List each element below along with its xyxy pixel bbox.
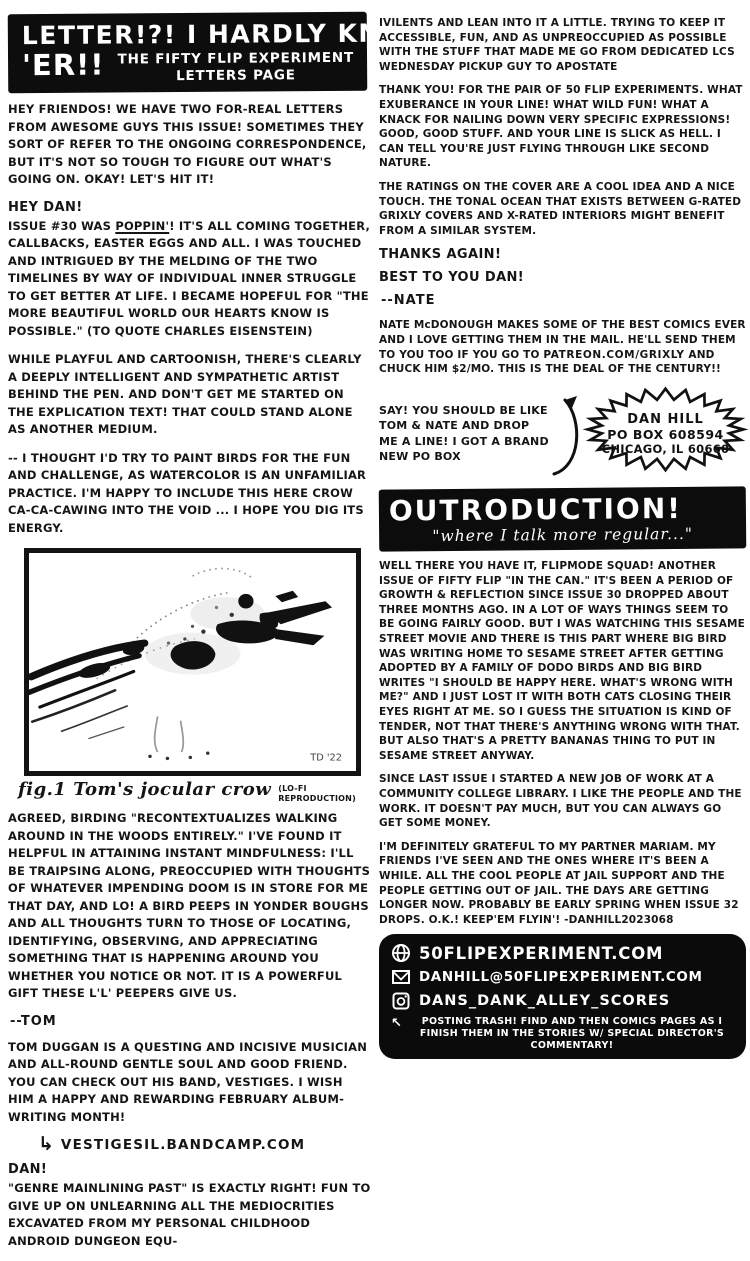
email-row [391, 968, 738, 986]
banner-subtitle: THE FIFTY FLIP EXPERIMENT LETTERS PAGE [117, 50, 355, 85]
contact-box [379, 934, 746, 1059]
letter1-signature: --TOM [10, 1013, 57, 1029]
bandcamp-row [38, 1135, 371, 1154]
address-city: CHICAGO, IL 60660 [601, 441, 730, 456]
nate-bio-paragraph: NATE McDONOUGH MAKES SOME OF THE BEST COMICS EVER AND I LOVE GETTING THEM IN THE MAIL. HE'LL SEND THEM TO YOU TOO IF YOU GO TO PATREON.COM/GRIXLY AND CHUCK HIM $2/MO. THIS IS THE DEAL OF THE CENTURY!! [379, 319, 746, 376]
bandcamp-link[interactable]: VESTIGESIL.BANDCAMP.COM [60, 1136, 306, 1153]
crow-illustration [29, 553, 356, 771]
letter2-thanks: THANKS AGAIN! [379, 247, 502, 263]
letter2-paragraph-1-continued: IVILENTS AND LEAN INTO IT A LITTLE. TRYING TO KEEP IT ACCESSIBLE, FUN, AND AS UNPREOCCUPIED AS POSSIBLE WITH THE STUFF THAT MADE ME GO FROM DEDICATED LCS WEDNESDAY PICKUP GUY TO APOSTATE [379, 17, 735, 73]
letter2-paragraph-1-start: "GENRE MAINLINING PAST" IS EXACTLY RIGHT! FUN TO GIVE UP ON UNLEARNING ALL THE MEDIOCRITIES EXCAVATED FROM MY PERSONAL CHILDHOOD ANDROID DUNGEON EQU- [8, 1181, 371, 1248]
outro-paragraph-3: I'M DEFINITELY GRATEFUL TO MY PARTNER MARIAM. MY FRIENDS I'VE SEEN AND THE ONES WHERE IT'S BEEN A WHILE. ALL THE COOL PEOPLE AT JAIL SUPPORT AND THE PEOPLE GETTING OUT OF JAIL. THE DAYS ARE GETTING LONGER NOW. PROBABLY BE EARLY SPRING WHEN ISSUE 32 DROPS. O.K.! KEEP'EM FLYIN'! -DANHILL2023068 [379, 840, 739, 926]
letter1-paragraph-2: WHILE PLAYFUL AND CARTOONISH, THERE'S CLEARLY A DEEPLY INTELLIGENT AND SYMPATHETIC ARTIST BEHIND THE PEN. AND DON'T GET ME STARTED ON THE EXPLICATION TEXT! THAT COULD STAND ALONE AS ANOTHER MEDIUM. [8, 352, 362, 437]
letter2-best: BEST TO YOU DAN! [379, 270, 525, 286]
mailing-address [585, 386, 746, 482]
instagram-icon [391, 991, 411, 1011]
outroduction-title: OUTRODUCTION! [388, 491, 683, 528]
banner-title-line2: 'ER!! [21, 47, 105, 83]
letter1-salutation: HEY DAN! [8, 199, 83, 215]
address-starburst [585, 386, 746, 482]
letter2-signature: --NATE [381, 293, 436, 309]
figure-caption [18, 779, 371, 803]
website-row [391, 943, 738, 963]
up-left-arrow-icon: ↖ [391, 1016, 402, 1032]
letter1-paragraph-1: ISSUE #30 WAS POPPIN'! IT'S ALL COMING TOGETHER, CALLBACKS, EASTER EGGS AND ALL. I WAS TOUCHED AND INTRIGUED BY THE MELDING OF THE TWO TIMELINES BY WAY OF INDIVIDUAL INNER STRUGGLE TO GET BETTER AT LIFE. I BECAME HOPEFUL FOR "THE MORE BEAUTIFUL WORLD OUR HEARTS KNOW IS POSSIBLE." (TO QUOTE CHARLES EISENSTEIN) [8, 218, 371, 338]
banner-title-line1: LETTER!?! I HARDLY KNEW [21, 18, 429, 51]
address-name: DAN HILL [627, 411, 704, 427]
return-arrow-icon: ↳ [38, 1133, 54, 1156]
letter2-salutation: DAN! [8, 1162, 48, 1178]
envelope-icon [391, 968, 411, 986]
contact-note [391, 1016, 738, 1052]
instagram-row [391, 991, 738, 1011]
letter1-paragraph-3: -- I THOUGHT I'D TRY TO PAINT BIRDS FOR THE FUN AND CHALLENGE, AS WATERCOLOR IS AN UNFAMILIAR PRACTICE. I'M HAPPY TO INCLUDE THIS HERE CROW CA-CA-CAWING INTO THE VOID ... I HOPE YOU DIG ITS ENERGY. [8, 450, 367, 535]
letter2-paragraph-2: THANK YOU! FOR THE PAIR OF 50 FLIP EXPERIMENTS. WHAT EXUBERANCE IN YOUR LINE! WHAT WILD FUN! WHAT A KNACK FOR NAILING DOWN VERY SPECIFIC EXPRESSIONS! GOOD, GOOD STUFF. AND YOUR LINE IS SLICK AS HELL. I CAN TELL YOU'RE JUST FLYING THROUGH LIKE SECOND NATURE. [379, 84, 743, 170]
outro-paragraph-1: WELL THERE YOU HAVE IT, FLIPMODE SQUAD! ANOTHER ISSUE OF FIFTY FLIP "IN THE CAN." IT'S BEEN A PERIOD OF GROWTH & REFLECTION SINCE ISSUE 30 DROPPED ABOUT THREE MONTHS AGO. IN A LOT OF WAYS THINGS SEEM TO BE GOING FAIRLY GOOD. BUT I WAS WATCHING THIS SESAME STREET MOVIE AND THERE IS THIS PART WHERE BIG BIRD WAS WRITING HOME TO SESAME STREET AFTER GETTING ADOPTED BY A FAMILY OF DODO BIRDS AND BIG BIRD WRITES "I SHOULD BE HAPPY HERE. WHAT'S WRONG WITH ME?" AND I JUST LOST IT WITH BOTH CATS CLOSING THEIR EYES RIGHT AT ME. SO I GUESS THE SITUATION IS KIND OF TENDER, NOT THAT THERE'S ANYTHING WRONG WITH THAT. BUT ALSO THAT'S A PRETTY BANANAS THING TO PUT IN SESAME STREET ANYWAY. [379, 560, 745, 762]
crow-watercolor-figure [24, 548, 361, 776]
po-box-note: SAY! YOU SHOULD BE LIKE TOM & NATE AND DROP ME A LINE! I GOT A BRAND NEW PO BOX [379, 403, 549, 464]
po-box-callout [379, 386, 746, 482]
artist-signature: TD '22 [310, 752, 343, 764]
figure-caption-text: fig.1 Tom's jocular crow [18, 779, 272, 801]
letter2-paragraph-3: THE RATINGS ON THE COVER ARE A COOL IDEA AND A NICE TOUCH. THE TONAL OCEAN THAT EXISTS BETWEEN G-RATED GRIXLY COVERS AND X-RATED INTERIORS MIGHT BENEFIT FROM A SIMILAR SYSTEM. [379, 180, 742, 237]
email-link[interactable]: DANHILL@50FLIPEXPERIMENT.COM [419, 969, 703, 986]
website-link[interactable]: 50FLIPEXPERIMENT.COM [419, 943, 664, 963]
right-column [379, 0, 746, 1059]
outroduction-banner [379, 486, 747, 552]
figure-caption-note: (LO-FI REPRODUCTION) [278, 784, 356, 803]
underlined-word: POPPIN' [115, 218, 170, 233]
letter1-paragraph-4: AGREED, BIRDING "RECONTEXTUALIZES WALKING AROUND IN THE WOODS ENTIRELY." I'VE FOUND IT HELPFUL IN ATTAINING INSTANT MINDFULNESS: I'LL BE TRAIPSING ALONG, PREOCCUPIED WITH THOUGHTS OF WHATEVER IMPENDING DOOM IS IN STORE FOR ME THAT DAY, AND LO! A BIRD PEEPS IN YONDER BOUGHS AND ALL THOUGHTS TURN TO THOSE OF LOCATING, IDENTIFYING, OBSERVING, AND APPRECIATING SOMETHING THAT IS HAPPENING AROUND YOU WHETHER YOU NOTICE OR NOT. IT IS A POWERFUL GIFT THESE L'L' PEEPERS GIVE US. [8, 811, 371, 1001]
instagram-handle[interactable]: DANS_DANK_ALLEY_SCORES [419, 993, 671, 1010]
globe-icon [391, 943, 411, 963]
intro-paragraph: HEY FRIENDOS! WE HAVE TWO FOR-REAL LETTERS FROM AWESOME GUYS THIS ISSUE! SOMETIMES THEY SORT OF REFER TO THE ONGOING CORRESPONDENCE, BUT IT'S NOT SO TOUGH TO FIGURE OUT WHAT'S GOING ON. OKAY! LET'S HIT IT! [8, 102, 367, 187]
outro-paragraph-2: SINCE LAST ISSUE I STARTED A NEW JOB OF WORK AT A COMMUNITY COLLEGE LIBRARY. I LIKE THE PEOPLE AND THE WORK. IT DOESN'T PAY MUCH, BUT YOU CAN ALWAYS GO GET SOME MONEY. [379, 773, 742, 830]
patreon-link[interactable]: PATREON.COM/GRIXLY [543, 348, 685, 361]
curved-arrow-icon [551, 388, 585, 480]
letters-page-banner [8, 12, 429, 94]
tom-bio-paragraph: TOM DUGGAN IS A QUESTING AND INCISIVE MUSICIAN AND ALL-ROUND GENTLE SOUL AND GOOD FRIEND. YOU CAN CHECK OUT HIS BAND, VESTIGES. I WISH HIM A HAPPY AND REWARDING FEBRUARY ALBUM-WRITING MONTH! [8, 1039, 368, 1124]
contact-note-text: POSTING TRASH! FIND AND THEN COMICS PAGES AS I FINISH THEM IN THE STORIES W/ SPECIAL DIRECTOR'S COMMENTARY! [419, 1016, 725, 1052]
outroduction-subtitle: "where I talk more regular..." [432, 524, 694, 546]
address-po-box: PO BOX 608594 [607, 426, 724, 442]
